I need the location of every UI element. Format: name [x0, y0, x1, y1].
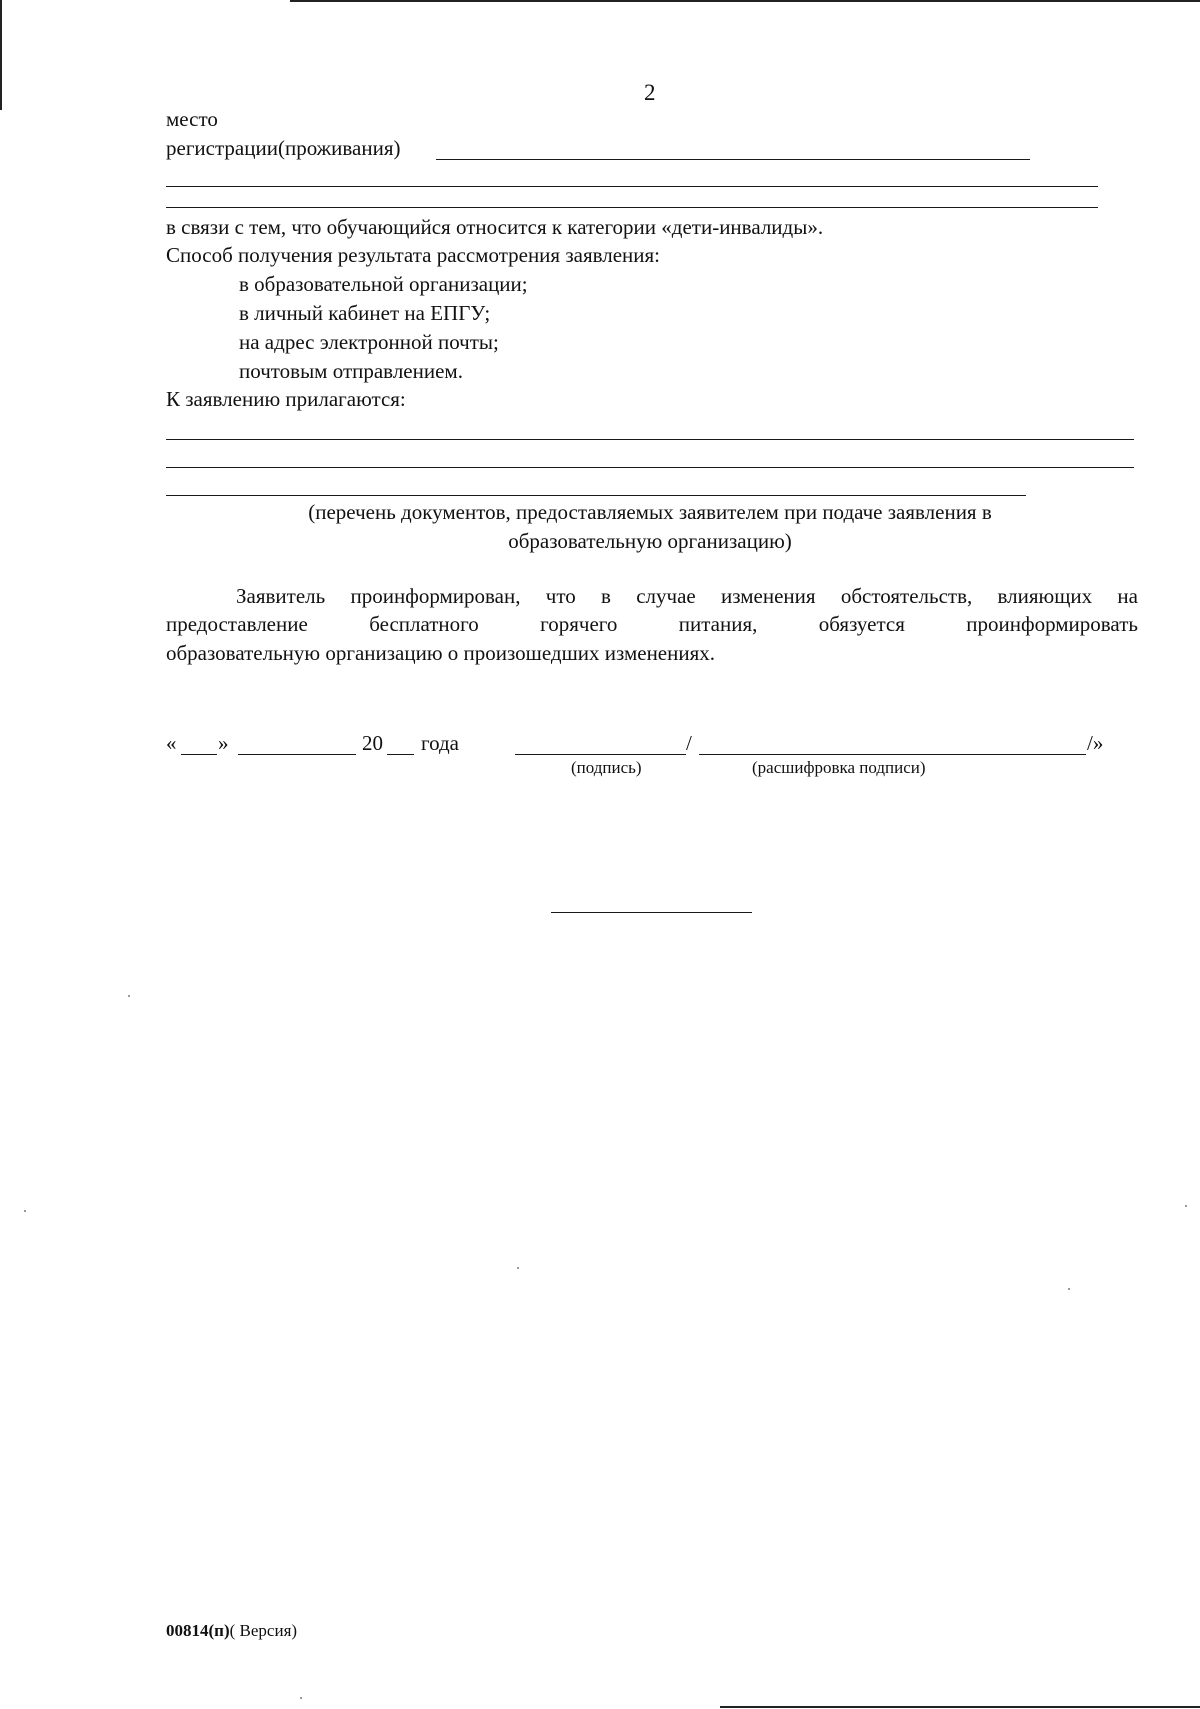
footer-version: ( Версия) [229, 1621, 298, 1640]
attachments-caption-line1: (перечень документов, предоставляемых заявителем при подаче заявления в [308, 500, 992, 524]
notice-word: горячего [540, 612, 618, 636]
scan-speck [1185, 1205, 1187, 1207]
scan-top-edge [290, 0, 1200, 2]
date-close-quote: » [218, 731, 229, 755]
attachments-line-2 [166, 467, 1134, 468]
registration-label-line1: место [166, 107, 218, 131]
attachments-caption-line2: образовательную организацию) [508, 529, 792, 553]
scan-speck [128, 995, 130, 997]
scan-speck [1068, 1288, 1070, 1290]
notice-word: бесплатного [369, 612, 479, 636]
registration-extra-line-1 [166, 186, 1098, 187]
date-year-prefix: 20 [362, 731, 383, 755]
date-open-quote: « [166, 731, 177, 755]
registration-extra-line-2 [166, 207, 1098, 208]
decode-blank [699, 754, 1086, 755]
signature-caption: (подпись) [571, 758, 642, 777]
registration-label-line2: регистрации(проживания) [166, 136, 401, 160]
result-option-epgu: в личный кабинет на ЕПГУ; [239, 301, 491, 325]
decode-caption: (расшифровка подписи) [752, 758, 926, 777]
signature-slash: / [686, 731, 692, 755]
scan-speck [300, 1697, 302, 1699]
notice-line1: Заявитель проинформирован, что в случае изменения обстоятельств, влияющих на [236, 584, 1138, 608]
attachments-line-3 [166, 495, 1026, 496]
result-option-post: почтовым отправлением. [239, 359, 463, 383]
notice-word: предоставление [166, 612, 308, 636]
signature-end: /» [1087, 731, 1104, 755]
result-option-email: на адрес электронной почты; [239, 330, 499, 354]
notice-word: питания, [678, 612, 758, 636]
scan-speck [517, 1267, 519, 1269]
notice-word: проинформировать [966, 612, 1138, 636]
notice-word: обязуется [818, 612, 905, 636]
signature-blank [515, 754, 686, 755]
footer [166, 1620, 297, 1642]
date-year-suffix: года [421, 731, 459, 755]
notice-line2 [166, 611, 1138, 637]
result-method-heading: Способ получения результата рассмотрения заявления: [166, 243, 661, 267]
registration-fill-line [436, 159, 1030, 160]
footer-code: 00814(п) [166, 1621, 230, 1640]
scan-bottom-edge [720, 1706, 1200, 1708]
date-month-blank [238, 754, 356, 755]
attachments-line-1 [166, 439, 1134, 440]
notice-line3: образовательную организацию о произошедших изменениях. [166, 641, 716, 665]
scan-speck [24, 1210, 26, 1212]
result-option-organization: в образовательной организации; [239, 272, 528, 296]
scan-left-edge [0, 0, 2, 110]
date-year-blank [387, 754, 414, 755]
reason-text: в связи с тем, что обучающийся относится к категории «дети-инвалиды». [166, 215, 824, 239]
attachments-heading: К заявлению прилагаются: [166, 387, 406, 411]
date-day-blank [181, 754, 217, 755]
page-number: 2 [644, 80, 656, 105]
closing-separator [551, 912, 752, 913]
